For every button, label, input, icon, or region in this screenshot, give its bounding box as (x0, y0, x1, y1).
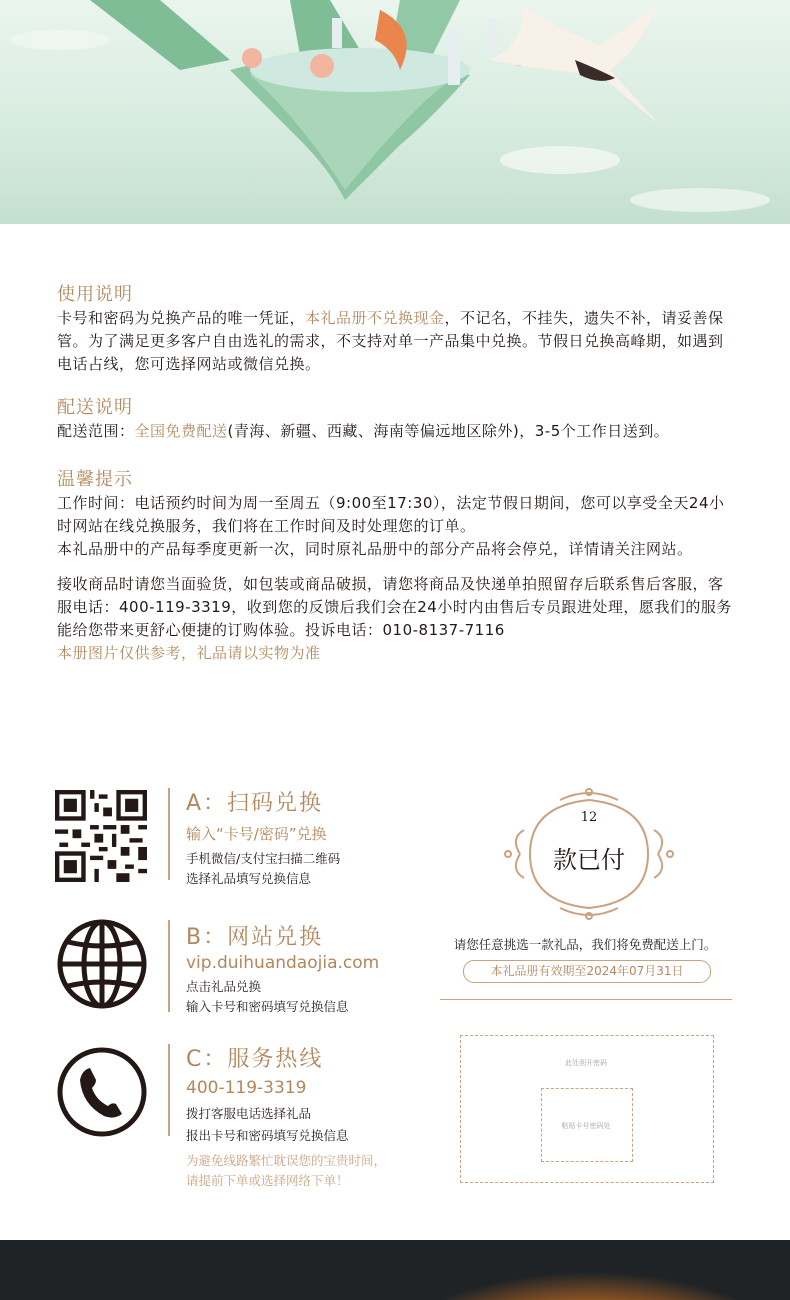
phone-step-1: 拨打客服电话选择礼品 (186, 1106, 312, 1121)
scan-step-2: 选择礼品填写兑换信息 (186, 871, 312, 886)
phone-redeem-title: C：服务热线 (186, 1047, 324, 1072)
scan-redeem-title: A：扫码兑换 (186, 791, 324, 816)
seal-number: 12 (580, 810, 598, 825)
usage-section (57, 283, 737, 376)
phone-icon (56, 1046, 148, 1138)
usage-text-start: 卡号和密码为兑换产品的唯一凭证， (57, 309, 306, 327)
delivery-title: 配送说明 (57, 397, 133, 418)
web-redeem-title: B：网站兑换 (186, 925, 324, 950)
web-step-2: 输入卡号和密码填写兑换信息 (186, 999, 349, 1014)
sticker-label: 粘贴卡号密码处 (561, 1122, 611, 1130)
web-redeem-url-link[interactable]: vip.duihuandaojia.com (186, 953, 380, 973)
web-divider (168, 920, 170, 1012)
phone-warning-line-1: 为避免线路繁忙耽误您的宝贵时间， (186, 1153, 387, 1168)
footer-product-photo (0, 1240, 790, 1300)
tips-inspection: 接收商品时请您当面验货，如包装或商品破损，请您将商品及快递单拍照留存后联系售后客服，客服电话：400-119-3319，收到您的反馈后我们会在24小时内由售后专员跟进处理，愿我们的服务能给您带来更舒心便捷的订购体验。投诉电话：010-8137-7116 (57, 575, 732, 639)
web-step-1: 点击礼品兑换 (186, 979, 262, 994)
scan-redeem-subtitle: 输入“卡号/密码”兑换 (186, 825, 327, 843)
free-delivery-promise: 请您任意挑选一款礼品，我们将免费配送上门。 (453, 937, 717, 952)
seal-paid-text: 款已付 (553, 846, 625, 874)
validity-date-badge: 本礼品册有效期至2024年07月31日 (463, 960, 711, 983)
tips-update-policy: 本礼品册中的产品每季度更新一次，同时原礼品册中的部分产品将会停兑，详情请关注网站。 (57, 540, 693, 558)
usage-text-rest: ，不记名，不挂失，遗失不补，请妥善保管。为了满足更多客户自由选礼的需求，不支持对单一产品集中兑换。节假日兑换高峰期，如遇到电话占线，您可选择网站或微信兑换。 (57, 309, 724, 373)
product-photo-glow (0, 1240, 790, 1300)
phone-step-2: 报出卡号和密码填写兑换信息 (186, 1128, 349, 1143)
delivery-free-highlight: 全国免费配送 (134, 422, 228, 440)
phone-hotline-number[interactable]: 400-119-3319 (186, 1078, 307, 1098)
tips-section (57, 468, 737, 665)
phone-divider (168, 1044, 170, 1136)
usage-no-cash-highlight: 本礼品册不兑换现金 (305, 309, 445, 327)
tips-image-note: 本册图片仅供参考，礼品请以实物为准 (57, 644, 321, 662)
delivery-section (57, 396, 737, 443)
delivery-text-start: 配送范围： (57, 422, 135, 440)
delivery-text-rest: (青海、新疆、西藏、海南等偏远地区除外)，3-5个工作日送到。 (227, 422, 670, 440)
header-banner-illustration (0, 0, 790, 224)
tips-working-hours: 工作时间：电话预约时间为周一至周五（9:00至17:30），法定节假日期间，您可以享受全天24小时网站在线兑换服务，我们将在工作时间及时处理您的订单。 (57, 494, 725, 535)
scratch-label: 此处刮开密码 (565, 1059, 607, 1067)
floating-island-illustration (0, 0, 790, 224)
usage-text (57, 307, 737, 376)
tips-title: 温馨提示 (57, 469, 133, 490)
usage-title: 使用说明 (57, 284, 133, 305)
scan-divider (168, 788, 170, 880)
qr-code-icon[interactable] (55, 790, 147, 882)
card-divider (440, 999, 732, 1000)
delivery-text (57, 420, 737, 443)
scan-step-1: 手机微信/支付宝扫描二维码 (186, 851, 341, 866)
globe-icon (56, 918, 148, 1010)
phone-warning-line-2: 请提前下单或选择网络下单！ (186, 1173, 349, 1188)
